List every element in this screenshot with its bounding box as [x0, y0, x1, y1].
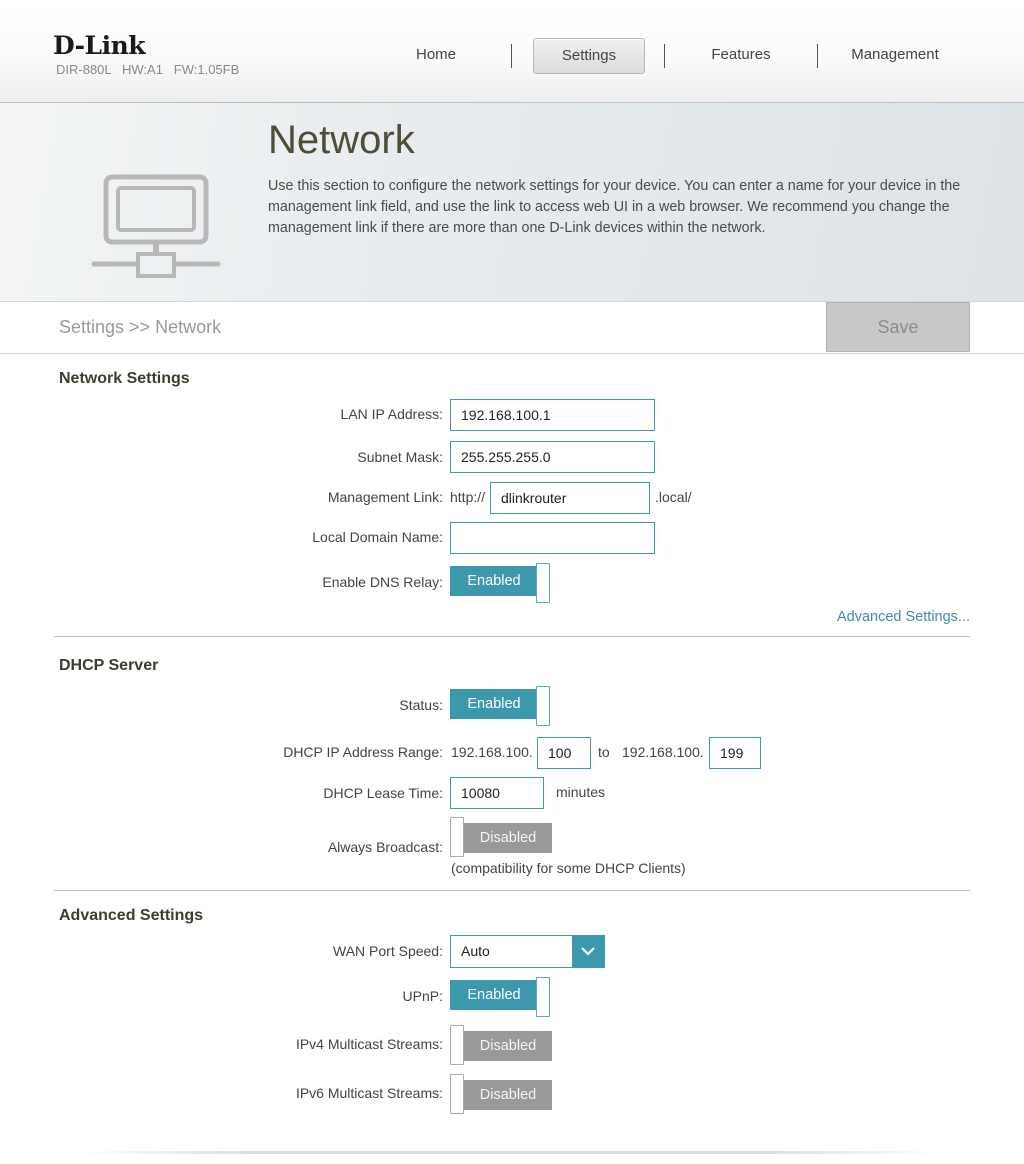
range-start-prefix: 192.168.100.: [451, 744, 533, 760]
range-end-prefix: 192.168.100.: [622, 744, 704, 760]
subnet-mask-label: Subnet Mask:: [357, 449, 443, 465]
nav-features[interactable]: Features: [711, 46, 771, 63]
save-button[interactable]: Save: [826, 302, 970, 352]
toggle-knob: [450, 1025, 464, 1065]
toggle-state-label: Enabled: [450, 566, 538, 596]
lan-ip-input[interactable]: [450, 399, 655, 431]
page-title: Network: [268, 118, 415, 162]
nav-management[interactable]: Management: [851, 46, 939, 63]
wan-port-speed-value: Auto: [461, 943, 490, 959]
toggle-state-label: Disabled: [464, 1031, 552, 1061]
wan-port-speed-label: WAN Port Speed:: [333, 943, 443, 959]
nav-home[interactable]: Home: [415, 46, 456, 63]
breadcrumb: Settings >> Network: [59, 317, 222, 337]
dlink-logo: D-Link: [53, 31, 146, 60]
toggle-state-label: Enabled: [450, 689, 538, 719]
range-to-text: to: [598, 744, 610, 760]
lan-ip-label: LAN IP Address:: [340, 406, 443, 422]
wan-port-speed-select[interactable]: [450, 935, 605, 968]
ipv6-multicast-toggle[interactable]: [450, 1074, 552, 1114]
always-broadcast-label: Always Broadcast:: [327, 839, 443, 855]
upnp-label: UPnP:: [402, 988, 443, 1004]
toggle-knob: [536, 686, 550, 726]
network-settings-heading: Network Settings: [59, 370, 190, 387]
nav-separator: [817, 44, 818, 68]
device-model-info: DIR-880L HW:A1 FW:1.05FB: [56, 62, 240, 77]
nav-settings[interactable]: Settings: [533, 38, 645, 74]
local-domain-label: Local Domain Name:: [312, 529, 443, 545]
lease-time-label: DHCP Lease Time:: [323, 785, 443, 801]
computer-network-icon: [90, 170, 224, 280]
advanced-settings-heading: Advanced Settings: [59, 907, 204, 924]
range-end-input[interactable]: [709, 737, 761, 769]
ipv4-multicast-toggle[interactable]: [450, 1025, 552, 1065]
section-divider: [54, 636, 970, 637]
nav-separator: [511, 44, 512, 68]
dhcp-status-toggle[interactable]: [450, 686, 552, 720]
toggle-state-label: Enabled: [450, 980, 538, 1010]
management-link-input[interactable]: [490, 482, 650, 514]
local-domain-input[interactable]: [450, 522, 655, 554]
toggle-knob: [536, 977, 550, 1017]
lease-time-input[interactable]: [450, 777, 544, 809]
toggle-state-label: Disabled: [464, 823, 552, 853]
broadcast-note: (compatibility for some DHCP Clients): [451, 860, 686, 876]
toggle-knob: [450, 817, 464, 857]
always-broadcast-toggle[interactable]: [450, 817, 552, 857]
top-header: [0, 0, 1024, 103]
lease-time-unit: minutes: [556, 784, 606, 800]
page-description: Use this section to configure the network settings for your device. You can enter a name for your device in the management link field, and use the link to access web UI in a web browser. We recommend you change the management link if there are more than one D-Link devices within the network.: [268, 178, 961, 236]
management-link-suffix: .local/: [655, 489, 692, 505]
ipv4-multicast-label: IPv4 Multicast Streams:: [295, 1036, 443, 1052]
management-link-prefix: http://: [450, 489, 486, 505]
toggle-state-label: Disabled: [464, 1080, 552, 1110]
section-divider: [54, 890, 970, 891]
subnet-mask-input[interactable]: [450, 441, 655, 473]
toggle-knob: [450, 1074, 464, 1114]
toggle-knob: [536, 563, 550, 603]
dns-relay-label: Enable DNS Relay:: [322, 574, 443, 590]
upnp-toggle[interactable]: [450, 977, 552, 1011]
chevron-down-icon: [572, 936, 604, 967]
nav-separator: [664, 44, 665, 68]
ipv6-multicast-label: IPv6 Multicast Streams:: [295, 1085, 443, 1101]
dhcp-server-heading: DHCP Server: [59, 657, 159, 674]
dhcp-status-label: Status:: [399, 697, 443, 713]
dhcp-range-label: DHCP IP Address Range:: [283, 744, 443, 760]
advanced-settings-link[interactable]: Advanced Settings...: [837, 609, 970, 625]
range-start-input[interactable]: [537, 737, 591, 769]
management-link-label: Management Link:: [327, 489, 443, 505]
footer-divider: [80, 1151, 940, 1154]
dns-relay-toggle[interactable]: [450, 563, 552, 597]
